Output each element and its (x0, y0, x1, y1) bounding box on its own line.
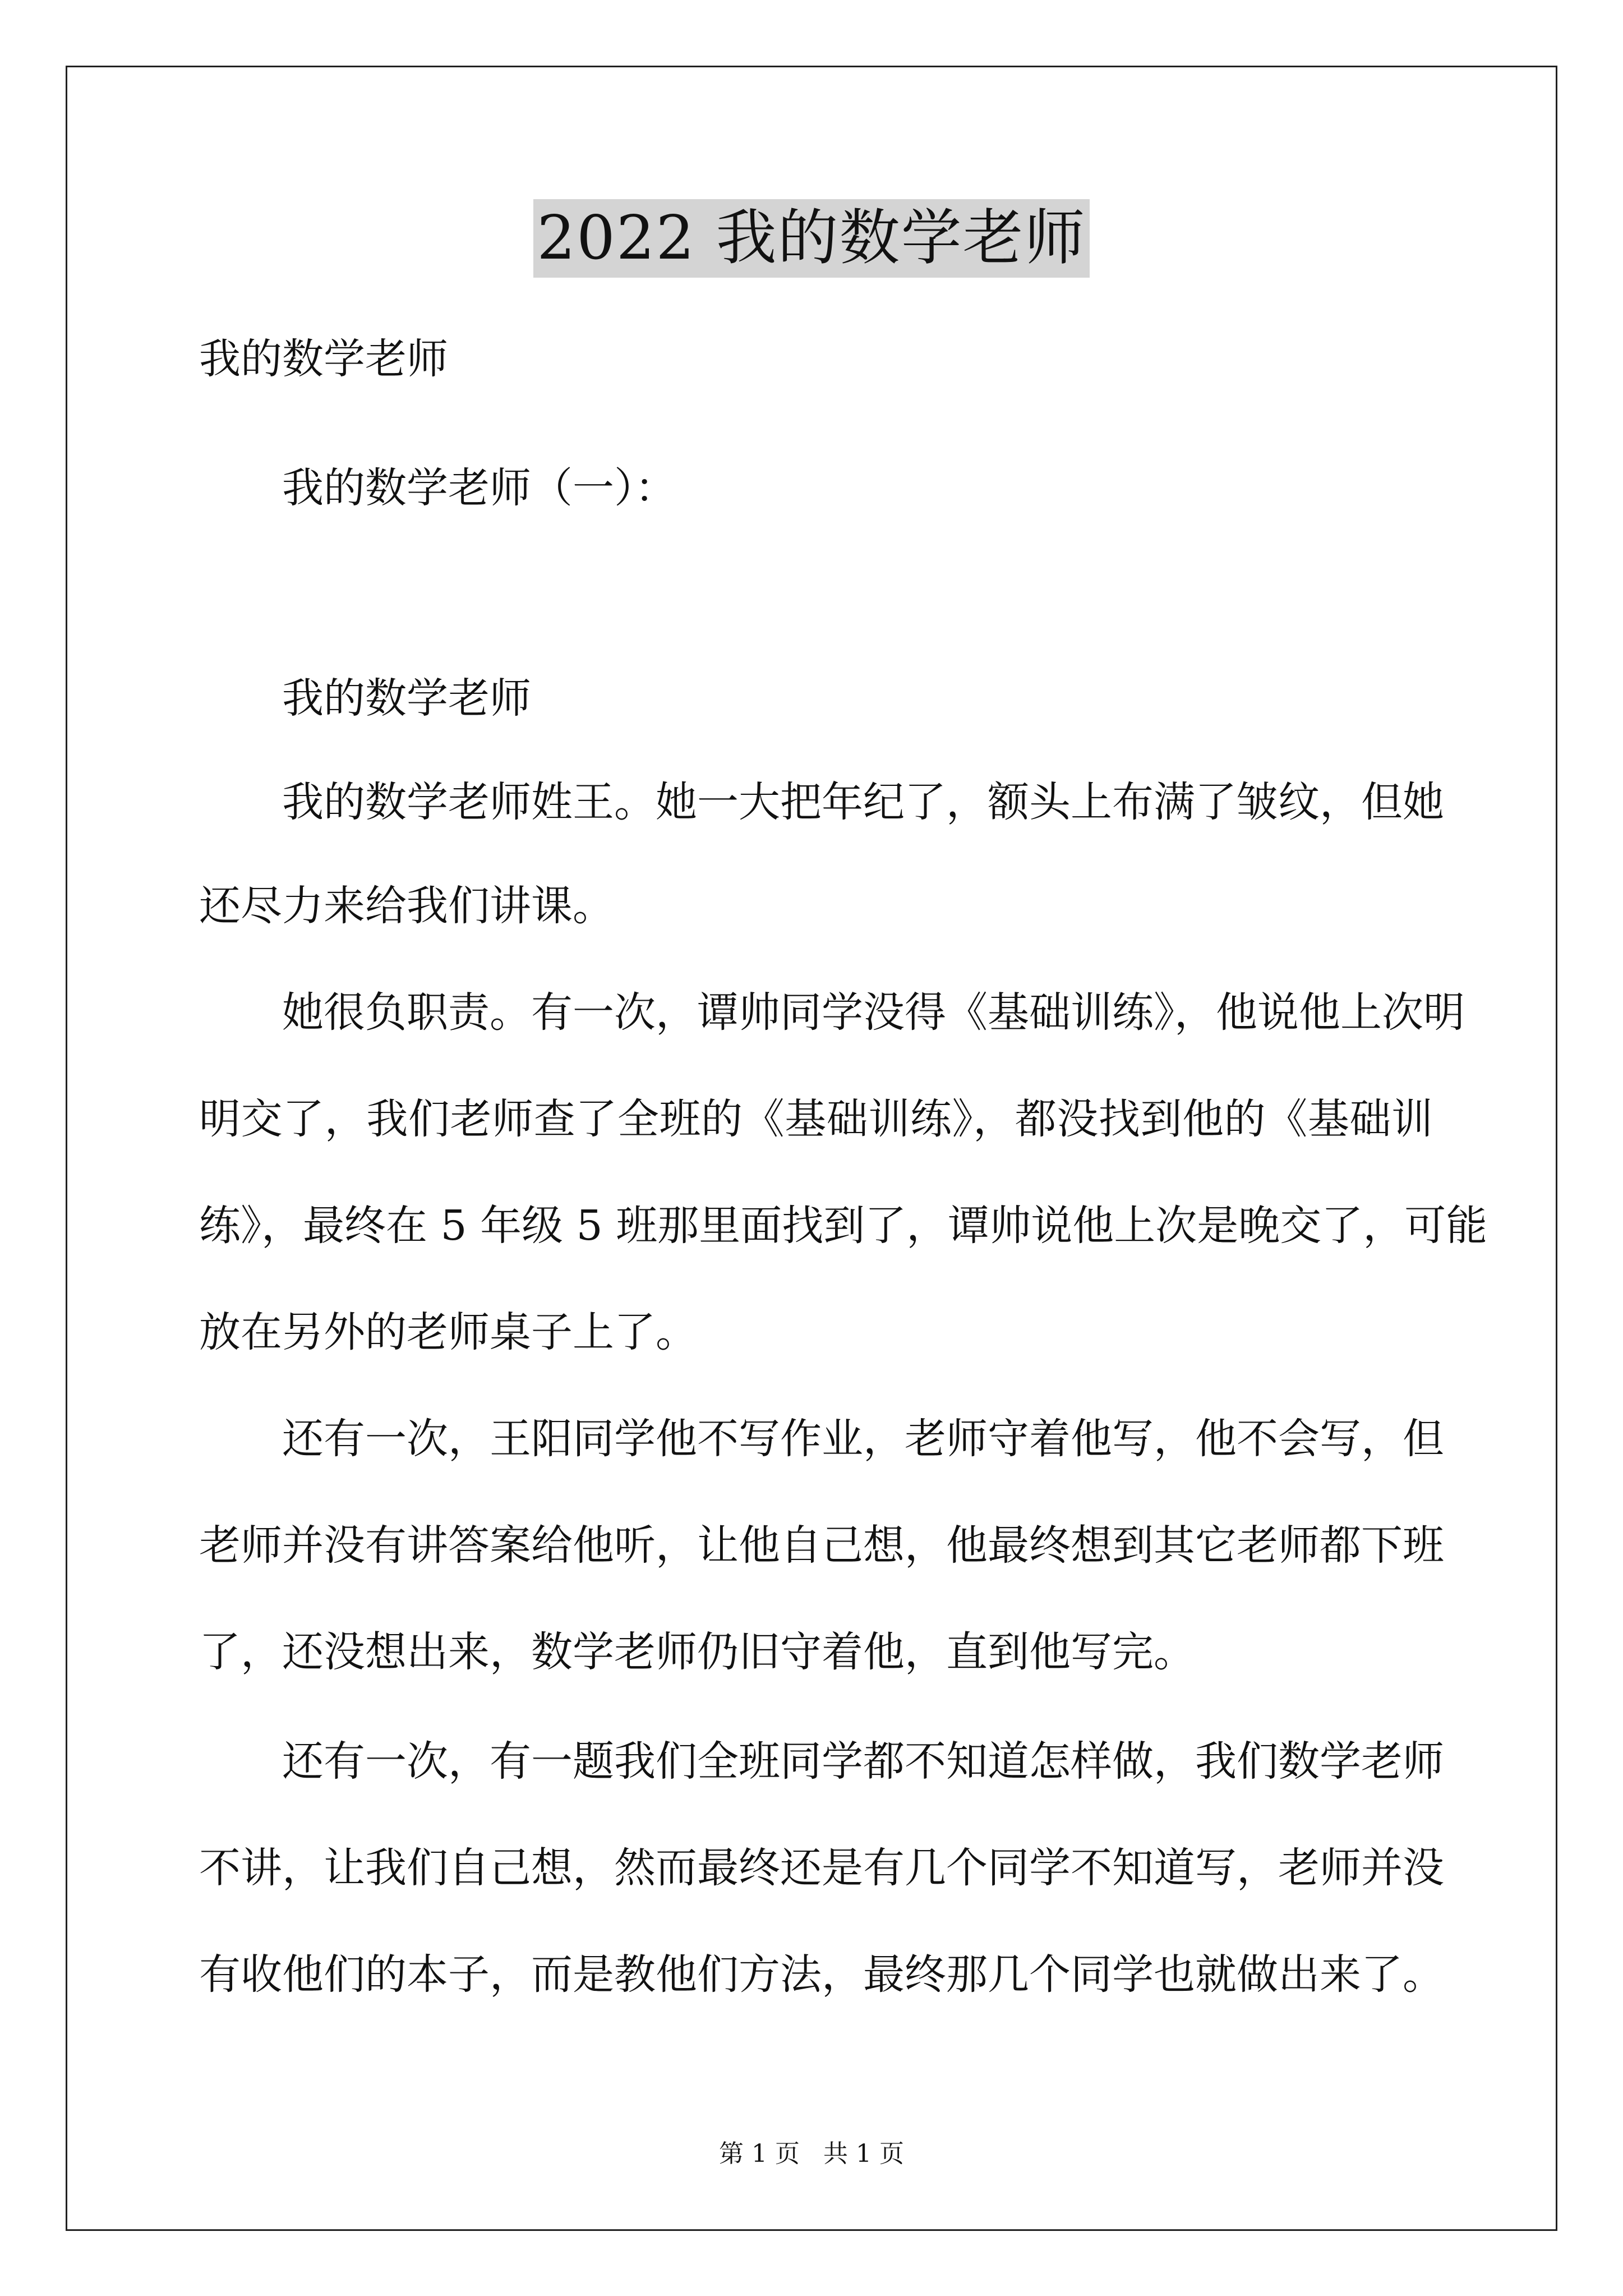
paragraph-line: 明交了，我们老师查了全班的《基础训练》，都没找到他的《基础训 (199, 1095, 1433, 1143)
paragraph-line: 还尽力来给我们讲课。 (199, 882, 614, 930)
paragraph-line: 还有一次，有一题我们全班同学都不知道怎样做，我们数学老师 (282, 1737, 1444, 1786)
paragraph-line: 了，还没想出来，数学老师仍旧守着他，直到他写完。 (199, 1628, 1195, 1676)
paragraph-line: 老师并没有讲答案给他听，让他自己想，他最终想到其它老师都下班 (199, 1521, 1444, 1570)
section-heading: 我的数学老师（一）： (282, 464, 676, 512)
doc-subtitle: 我的数学老师 (199, 335, 448, 383)
document-title (0, 199, 1623, 278)
paragraph-line: 有收他们的本子，而是教他们方法，最终那几个同学也就做出来了。 (199, 1950, 1444, 1999)
page-footer (0, 2137, 1623, 2171)
page-number: 第 1 页 (719, 2139, 800, 2168)
paragraph-line: 她很负职责。有一次，谭帅同学没得《基础训练》，他说他上次明 (282, 988, 1465, 1037)
paragraph-line: 练》，最终在 5 年级 5 班那里面找到了，谭帅说他上次是晚交了，可能 (199, 1202, 1488, 1250)
paragraph-line: 还有一次，王阳同学他不写作业，老师守着他写，他不会写，但 (282, 1415, 1444, 1463)
paragraph-line: 不讲，让我们自己想，然而最终还是有几个同学不知道写，老师并没 (199, 1844, 1444, 1892)
paragraph-line: 我的数学老师姓王。她一大把年纪了，额头上布满了皱纹，但她 (282, 778, 1444, 826)
page-border (66, 66, 1557, 2231)
essay-title: 我的数学老师 (282, 674, 531, 723)
document-title-text: 2022 我的数学老师 (533, 199, 1089, 278)
paragraph-line: 放在另外的老师桌子上了。 (199, 1308, 697, 1356)
page-total: 共 1 页 (823, 2139, 904, 2168)
